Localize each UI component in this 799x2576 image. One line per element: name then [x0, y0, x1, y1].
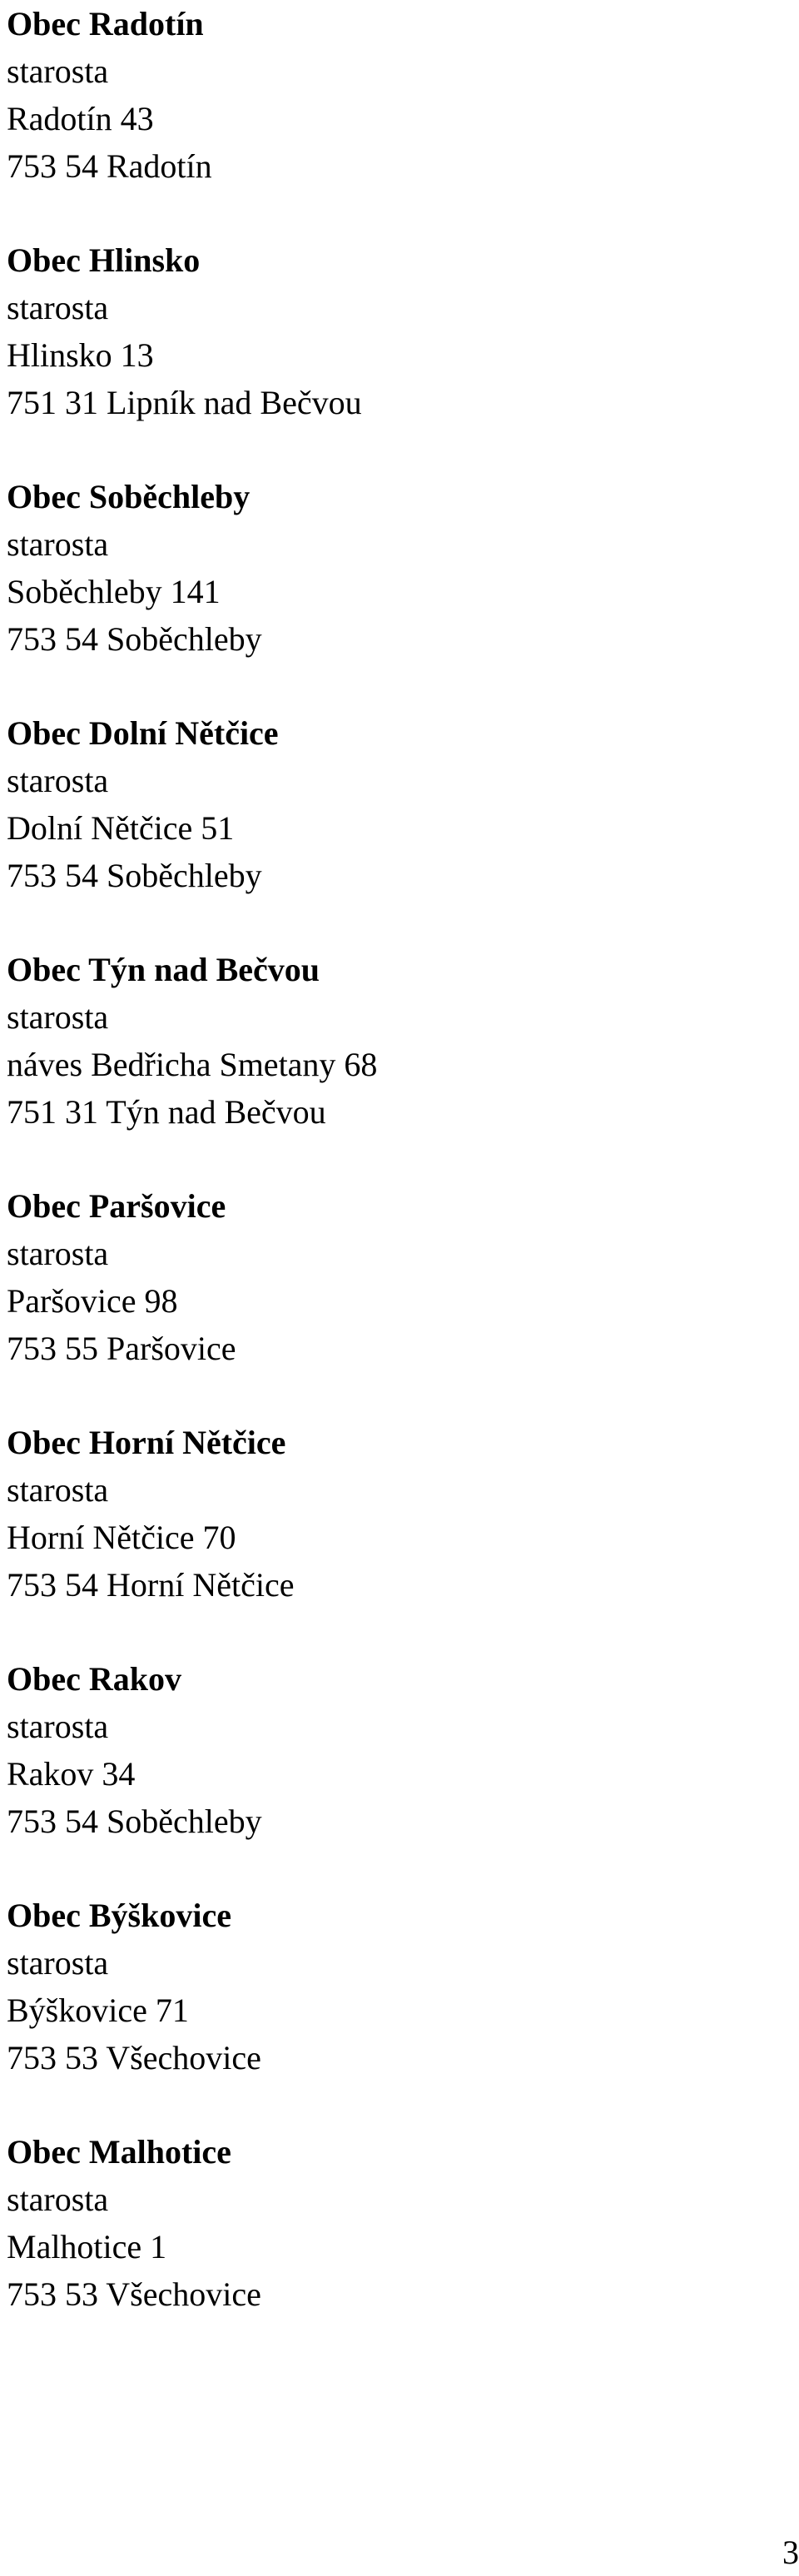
street-address: náves Bedřicha Smetany 68 — [7, 1046, 378, 1083]
municipality-name: Obec Horní Nětčice — [7, 1424, 286, 1461]
postal-line: 751 31 Týn nad Bečvou — [7, 1093, 326, 1131]
street-address: Paršovice 98 — [7, 1282, 178, 1320]
street-address: Býškovice 71 — [7, 1992, 189, 2029]
postal-line: 753 55 Paršovice — [7, 1330, 236, 1367]
postal-line: 753 54 Soběchleby — [7, 857, 262, 894]
municipality-name: Obec Dolní Nětčice — [7, 714, 279, 752]
municipality-name: Obec Soběchleby — [7, 478, 251, 515]
contact-role: starosta — [7, 289, 109, 326]
contact-role: starosta — [7, 1235, 109, 1272]
municipality-name: Obec Malhotice — [7, 2133, 231, 2171]
page-number: 3 — [782, 2534, 799, 2571]
municipality-name: Obec Paršovice — [7, 1187, 226, 1225]
postal-line: 751 31 Lipník nad Bečvou — [7, 384, 362, 421]
contact-role: starosta — [7, 762, 109, 799]
contact-role: starosta — [7, 998, 109, 1036]
street-address: Malhotice 1 — [7, 2228, 167, 2265]
address-entry — [7, 1419, 756, 1609]
address-entry — [7, 2128, 756, 2318]
contact-role: starosta — [7, 2181, 109, 2218]
address-entry — [7, 0, 756, 190]
street-address: Rakov 34 — [7, 1755, 136, 1793]
street-address: Radotín 43 — [7, 100, 154, 137]
address-entry — [7, 236, 756, 426]
contact-role: starosta — [7, 52, 109, 90]
municipality-name: Obec Býškovice — [7, 1897, 231, 1934]
municipality-name: Obec Týn nad Bečvou — [7, 951, 320, 988]
postal-line: 753 54 Soběchleby — [7, 1803, 262, 1840]
postal-line: 753 53 Všechovice — [7, 2275, 261, 2313]
postal-line: 753 54 Soběchleby — [7, 620, 262, 658]
contact-role: starosta — [7, 1471, 109, 1509]
municipality-name: Obec Rakov — [7, 1660, 181, 1698]
street-address: Dolní Nětčice 51 — [7, 809, 235, 847]
contact-role: starosta — [7, 525, 109, 563]
municipality-name: Obec Hlinsko — [7, 241, 201, 279]
street-address: Hlinsko 13 — [7, 336, 154, 374]
address-entry — [7, 1182, 756, 1372]
postal-line: 753 53 Všechovice — [7, 2039, 261, 2076]
address-entry — [7, 1892, 756, 2081]
postal-line: 753 54 Horní Nětčice — [7, 1566, 295, 1604]
address-list — [7, 0, 756, 2365]
postal-line: 753 54 Radotín — [7, 147, 212, 185]
contact-role: starosta — [7, 1708, 109, 1745]
municipality-name: Obec Radotín — [7, 5, 204, 42]
contact-role: starosta — [7, 1944, 109, 1982]
address-entry — [7, 946, 756, 1136]
address-entry — [7, 709, 756, 899]
address-entry — [7, 473, 756, 663]
address-entry — [7, 1655, 756, 1845]
street-address: Soběchleby 141 — [7, 573, 221, 610]
street-address: Horní Nětčice 70 — [7, 1519, 236, 1556]
